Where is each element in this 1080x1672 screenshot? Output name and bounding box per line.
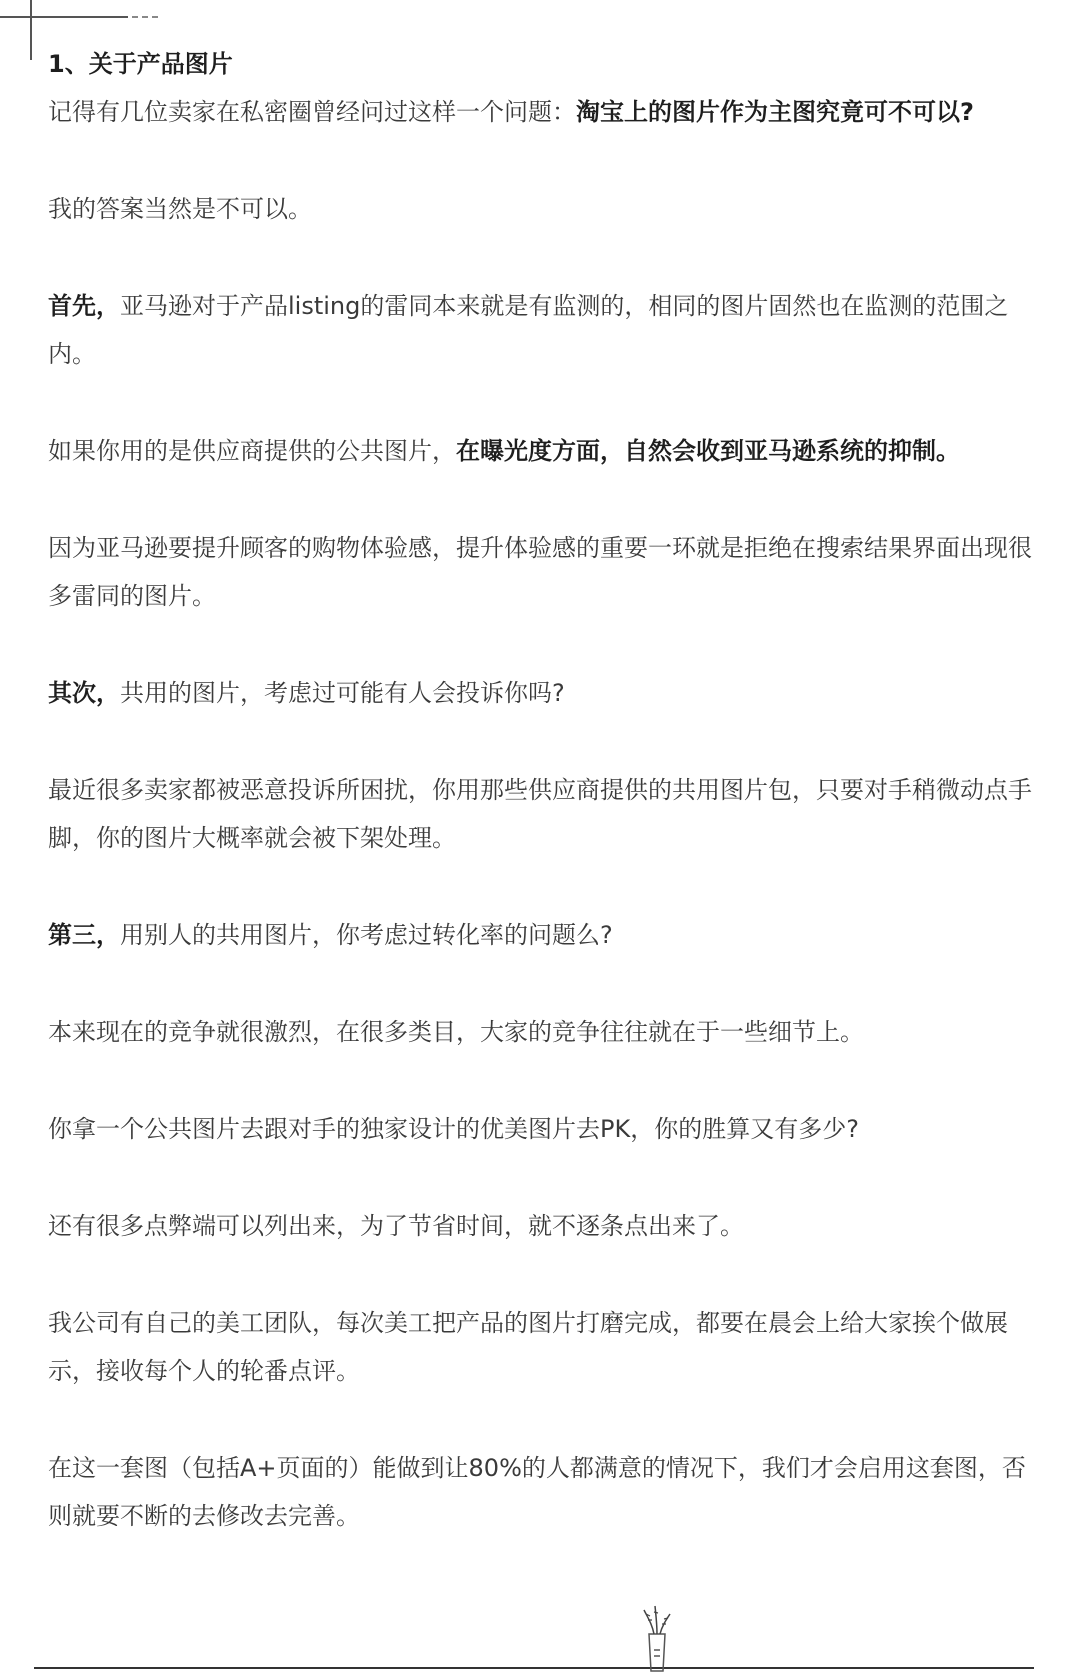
- paragraph: [48, 1202, 1038, 1250]
- paragraph: [48, 1444, 1038, 1540]
- paragraph-bold-text: 在曝光度方面，自然会收到亚马逊系统的抑制。: [456, 437, 960, 465]
- paragraph-rest-text: 亚马逊对于产品listing的雷同本来就是有监测的，相同的图片固然也在监测的范围之内。: [48, 292, 1009, 368]
- paragraph-rest-text: 我的答案当然是不可以。: [48, 195, 312, 223]
- paragraph: [48, 427, 1038, 475]
- paragraph: [48, 911, 1038, 959]
- paragraph-bold-text: 首先，: [48, 292, 120, 320]
- paragraph-bold-text: 淘宝上的图片作为主图究竟可不可以?: [576, 98, 974, 126]
- paragraph: [48, 669, 1038, 717]
- paragraph-rest-text: 最近很多卖家都被恶意投诉所困扰，你用那些供应商提供的共用图片包，只要对手稍微动点手脚，你的图片大概率就会被下架处理。: [48, 776, 1032, 852]
- corner-mark-horizontal: [0, 16, 128, 18]
- paragraph: [48, 282, 1038, 378]
- paragraph: [48, 524, 1038, 620]
- paragraph-bold-text: 第三，: [48, 921, 120, 949]
- bottom-divider: [34, 1667, 1034, 1669]
- paragraph: [48, 1299, 1038, 1395]
- paragraph: [48, 1105, 1038, 1153]
- paragraph-rest-text: 还有很多点弊端可以列出来，为了节省时间，就不逐条点出来了。: [48, 1212, 744, 1240]
- paragraph-rest-text: 我公司有自己的美工团队，每次美工把产品的图片打磨完成，都要在晨会上给大家挨个做展示，接收每个人的轮番点评。: [48, 1309, 1008, 1385]
- paragraph-rest-text: 你拿一个公共图片去跟对手的独家设计的优美图片去PK，你的胜算又有多少?: [48, 1115, 859, 1143]
- paragraph-plain-text: 记得有几位卖家在私密圈曾经问过这样一个问题：: [48, 98, 576, 126]
- corner-mark-vertical: [30, 0, 32, 60]
- paragraph-rest-text: 用别人的共用图片，你考虑过转化率的问题么?: [120, 921, 613, 949]
- paragraph-rest-text: 共用的图片，考虑过可能有人会投诉你吗?: [120, 679, 565, 707]
- paragraph-list: [48, 88, 1038, 1540]
- paragraph: [48, 766, 1038, 862]
- plant-vase-icon: [640, 1604, 674, 1672]
- paragraph-rest-text: 在这一套图（包括A+页面的）能做到让80%的人都满意的情况下，我们才会启用这套图，否则就要不断的去修改去完善。: [48, 1454, 1026, 1530]
- paragraph-rest-text: 本来现在的竞争就很激烈，在很多类目，大家的竞争往往就在于一些细节上。: [48, 1018, 864, 1046]
- paragraph-bold-text: 其次，: [48, 679, 120, 707]
- paragraph-rest-text: 因为亚马逊要提升顾客的购物体验感，提升体验感的重要一环就是拒绝在搜索结果界面出现很多雷同的图片。: [48, 534, 1032, 610]
- paragraph-plain-text: 如果你用的是供应商提供的公共图片，: [48, 437, 456, 465]
- paragraph: [48, 1008, 1038, 1056]
- article-body: [48, 40, 1038, 1589]
- paragraph: [48, 185, 1038, 233]
- section-heading: 1、关于产品图片: [48, 50, 233, 78]
- paragraph: [48, 88, 1038, 136]
- corner-mark-dash: [132, 16, 158, 18]
